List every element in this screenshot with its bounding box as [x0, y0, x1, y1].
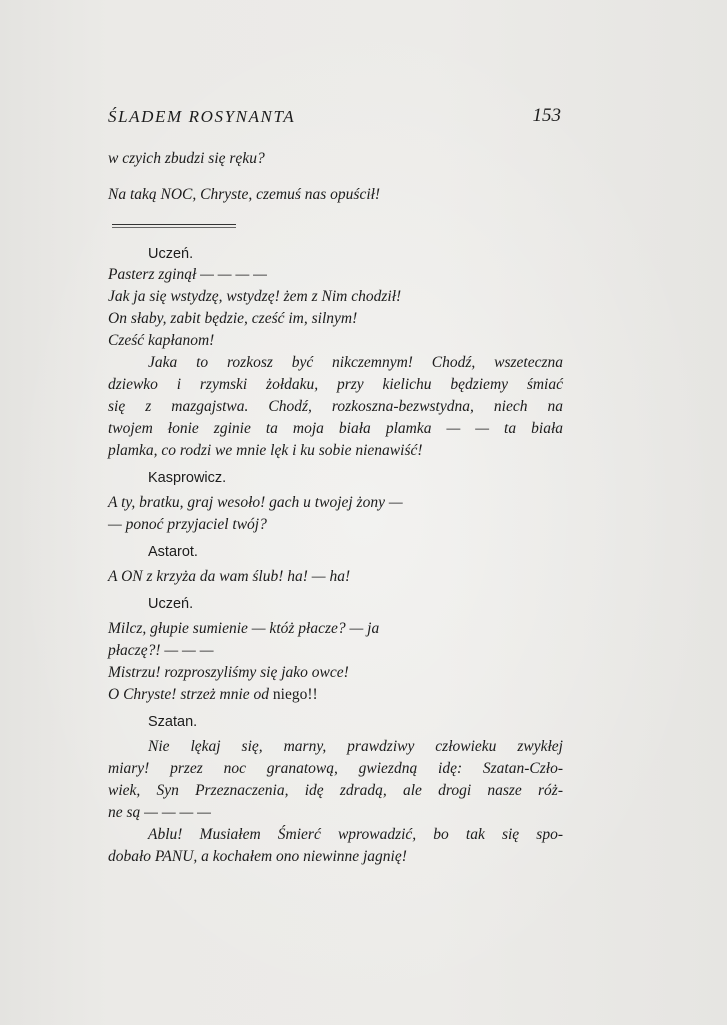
page-number: 153	[532, 105, 561, 126]
double-rule	[112, 224, 236, 225]
verse-line: Pasterz zginął — — — —	[108, 266, 267, 283]
verse-line: płaczę?! — — —	[108, 642, 214, 659]
verse-line: Na taką NOC, Chryste, czemuś nas opuścił!	[108, 186, 381, 203]
prose-line: miary! przez noc granatową, gwiezdną idę: Szatan-Czło-	[108, 760, 563, 777]
speaker-name: Astarot.	[148, 544, 198, 560]
verse-line: Jak ja się wstydzę, wstydzę! żem z Nim chodził!	[108, 288, 402, 305]
running-title: ŚLADEM ROSYNANTA	[108, 107, 296, 126]
prose-line: ne są — — — —	[108, 804, 211, 821]
prose-line: Ablu! Musiałem Śmierć wprowadzić, bo tak się spo-	[148, 826, 563, 843]
prose-line: plamka, co rodzi we mnie lęk i ku sobie nienawiść!	[108, 442, 423, 459]
verse-text: O Chryste! strzeż mnie od	[108, 686, 270, 703]
verse-line	[108, 684, 563, 706]
page-body	[108, 148, 563, 868]
speaker-name: Uczeń.	[148, 246, 194, 262]
speaker-name: Szatan.	[148, 714, 198, 730]
verse-text-upright: niego!!	[272, 686, 318, 703]
verse-line: A ON z krzyża da wam ślub! ha! — ha!	[108, 568, 351, 585]
verse-line: On słaby, zabit będzie, cześć im, silnym!	[108, 310, 358, 327]
prose-line: dziewko i rzymski żołdaku, przy kielichu będziemy śmiać	[108, 376, 563, 393]
prose-line: Nie lękaj się, marny, prawdziwy człowieku zwykłej	[148, 738, 563, 755]
prose-line: Jaka to rozkosz być nikczemnym! Chodź, wszeteczna	[148, 354, 563, 371]
verse-line: Milcz, głupie sumienie — któż płacze? — ja	[108, 620, 380, 637]
prose-line: dobało PANU, a kochałem ono niewinne jagnię!	[108, 848, 407, 865]
verse-line: A ty, bratku, graj wesoło! gach u twojej żony —	[108, 494, 403, 511]
verse-line: Cześć kapłanom!	[108, 332, 215, 349]
verse-line: Mistrzu! rozproszyliśmy się jako owce!	[108, 664, 349, 681]
section-divider	[108, 206, 563, 244]
page-header	[108, 101, 567, 129]
speaker-name: Kasprowicz.	[148, 470, 227, 486]
verse-line: — ponoć przyjaciel twój?	[108, 516, 267, 533]
verse-line: w czyich zbudzi się ręku?	[108, 150, 265, 167]
prose-line: twojem łonie zginie ta moja biała plamka — — ta biała	[108, 420, 563, 437]
prose-line: wiek, Syn Przeznaczenia, idę zdradą, ale drogi nasze róż-	[108, 782, 563, 799]
speaker-name: Uczeń.	[148, 596, 194, 612]
prose-line: się z mazgajstwa. Chodź, rozkoszna-bezwstydna, niech na	[108, 398, 563, 415]
